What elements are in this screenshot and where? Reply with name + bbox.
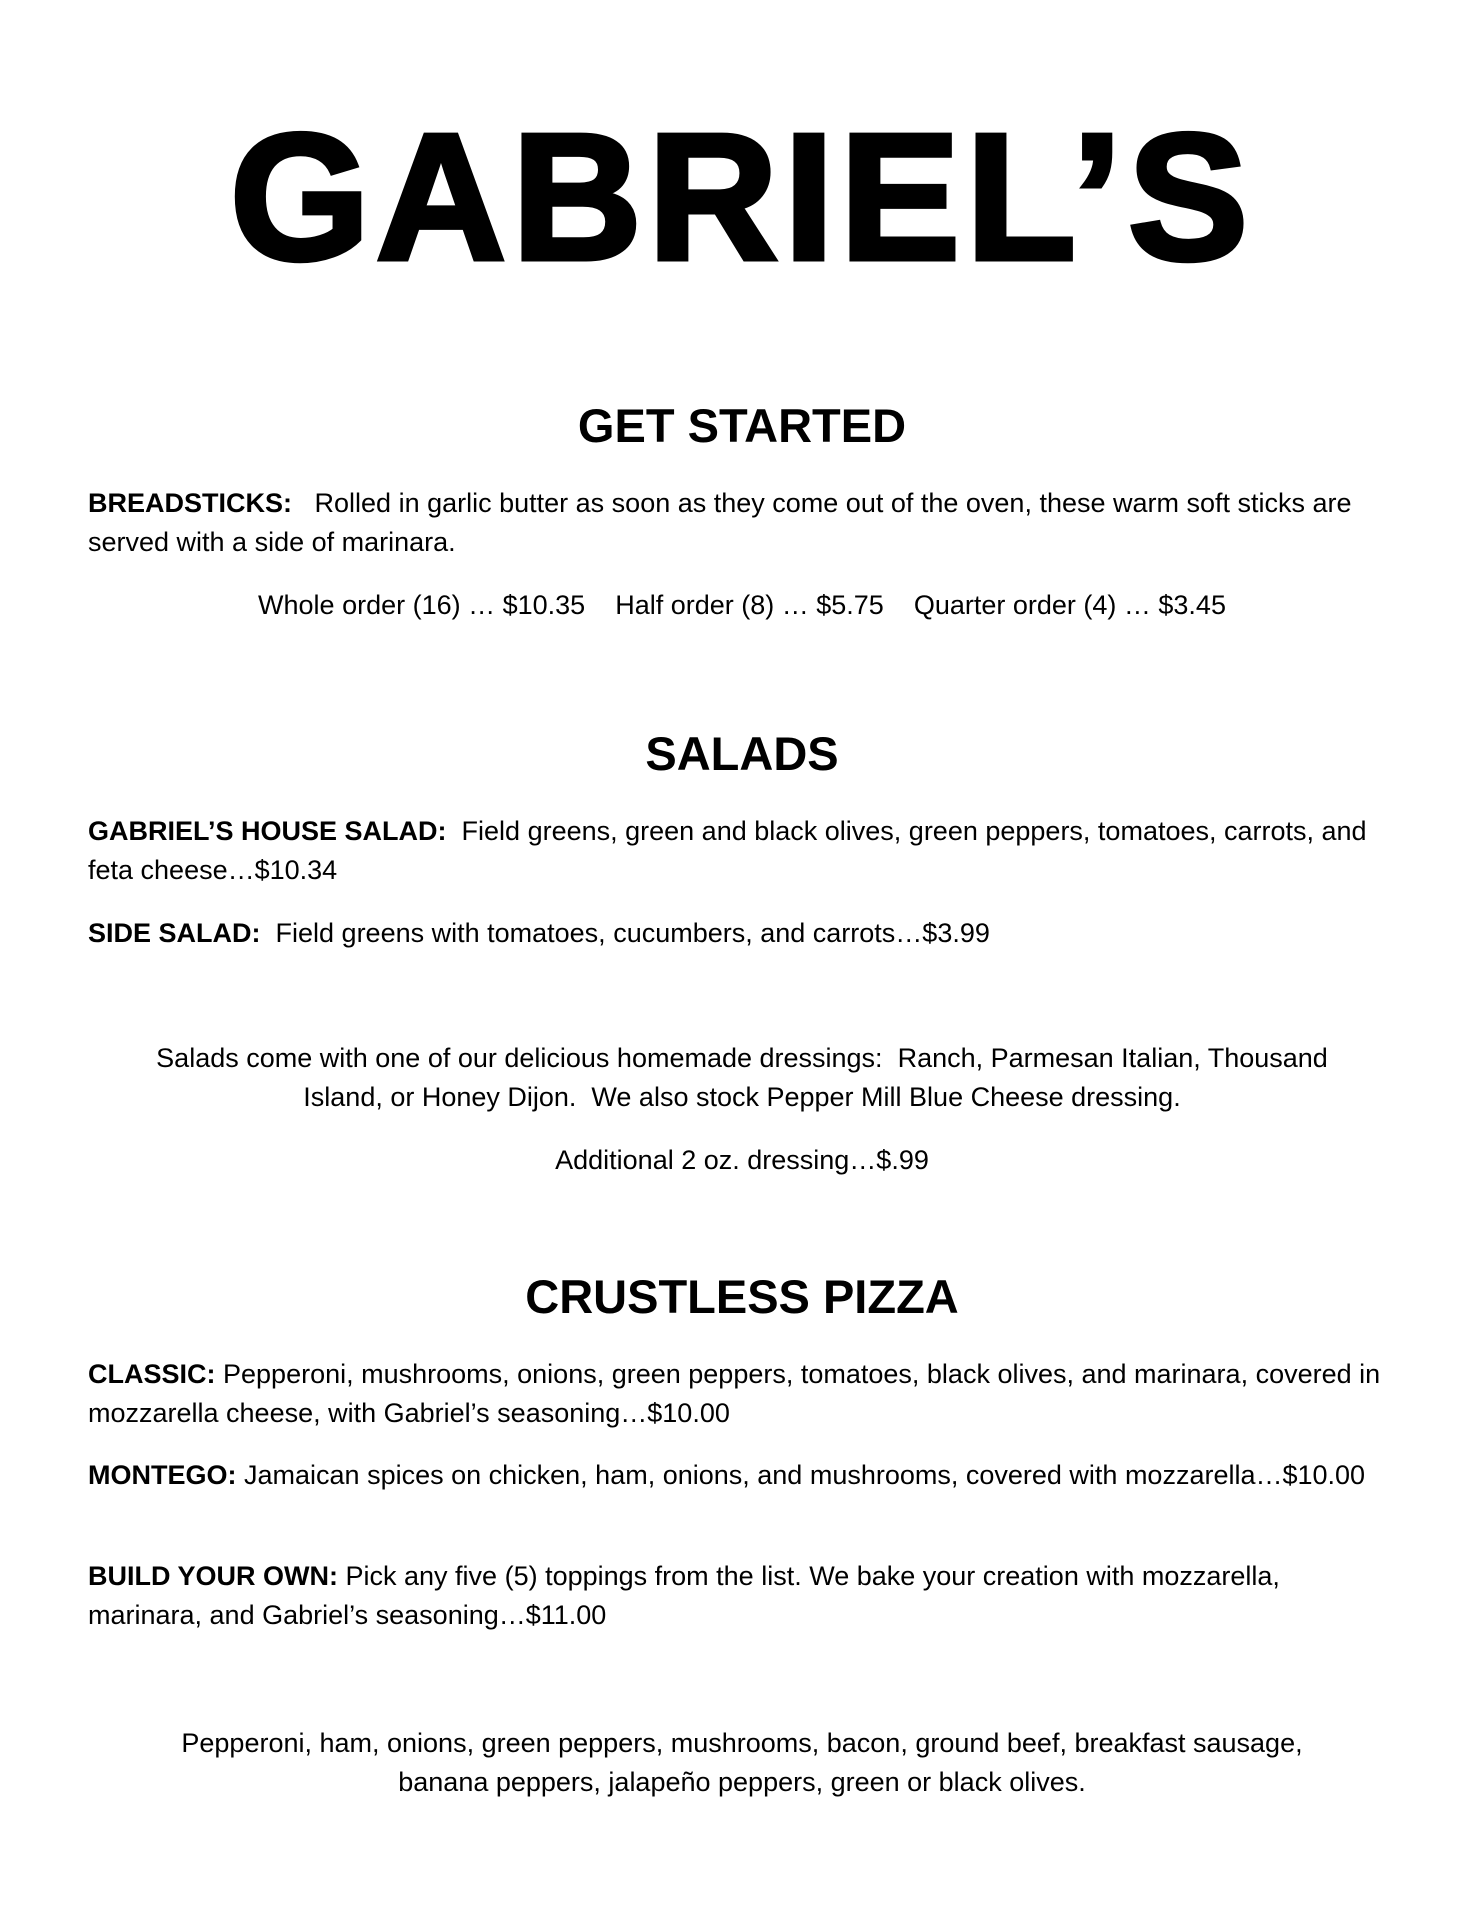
breadsticks-item — [88, 484, 1398, 562]
montego-pizza-label: MONTEGO: — [88, 1460, 237, 1490]
build-your-own-item — [88, 1557, 1398, 1635]
house-salad-description: Field greens, green and black olives, green peppers, tomatoes, carrots, and feta cheese…$10.34 — [88, 816, 1367, 885]
side-salad-label: SIDE SALAD: — [88, 918, 261, 948]
breadsticks-label: BREADSTICKS: — [88, 488, 293, 518]
breadsticks-description: Rolled in garlic butter as soon as they come out of the oven, these warm soft sticks are served with a side of marinara. — [88, 488, 1352, 557]
house-salad-item — [88, 812, 1398, 890]
section-title-crustless-pizza: CRUSTLESS PIZZA — [525, 1270, 959, 1323]
build-your-own-description: Pick any five (5) toppings from the list. We bake your creation with mozzarella, marinara, and Gabriel’s seasoning…$11.00 — [88, 1561, 1280, 1630]
dressings-note-line-1: Salads come with one of our delicious homemade dressings: Ranch, Parmesan Italian, Thousand — [156, 1043, 1328, 1073]
toppings-list-line-1: Pepperoni, ham, onions, green peppers, mushrooms, bacon, ground beef, breakfast sausage, — [181, 1728, 1303, 1758]
price-half-order: Half order (8) … $5.75 — [615, 590, 884, 620]
restaurant-name: GABRIEL’S — [229, 97, 1255, 298]
price-whole-order: Whole order (16) … $10.35 — [258, 590, 586, 620]
toppings-list-line-2: banana peppers, jalapeño peppers, green or black olives. — [398, 1767, 1086, 1797]
section-title-get-started: GET STARTED — [577, 399, 907, 452]
side-salad-item — [88, 914, 1398, 953]
classic-pizza-description: Pepperoni, mushrooms, onions, green peppers, tomatoes, black olives, and marinara, covered in mozzarella cheese, with Gabriel’s seasoning…$10.00 — [88, 1359, 1381, 1428]
build-your-own-label: BUILD YOUR OWN: — [88, 1561, 338, 1591]
classic-pizza-item — [88, 1355, 1398, 1433]
extra-dressing-price: Additional 2 oz. dressing…$.99 — [555, 1145, 929, 1175]
classic-pizza-label: CLASSIC: — [88, 1359, 216, 1389]
montego-pizza-description: Jamaican spices on chicken, ham, onions, and mushrooms, covered with mozzarella…$10.00 — [244, 1460, 1366, 1490]
house-salad-label: GABRIEL’S HOUSE SALAD: — [88, 816, 447, 846]
side-salad-description: Field greens with tomatoes, cucumbers, and carrots…$3.99 — [275, 918, 990, 948]
montego-pizza-item — [88, 1456, 1398, 1495]
breadsticks-prices — [0, 586, 1484, 625]
dressings-note-line-2: Island, or Honey Dijon. We also stock Pepper Mill Blue Cheese dressing. — [303, 1082, 1181, 1112]
price-quarter-order: Quarter order (4) … $3.45 — [913, 590, 1226, 620]
section-title-salads: SALADS — [645, 727, 839, 780]
